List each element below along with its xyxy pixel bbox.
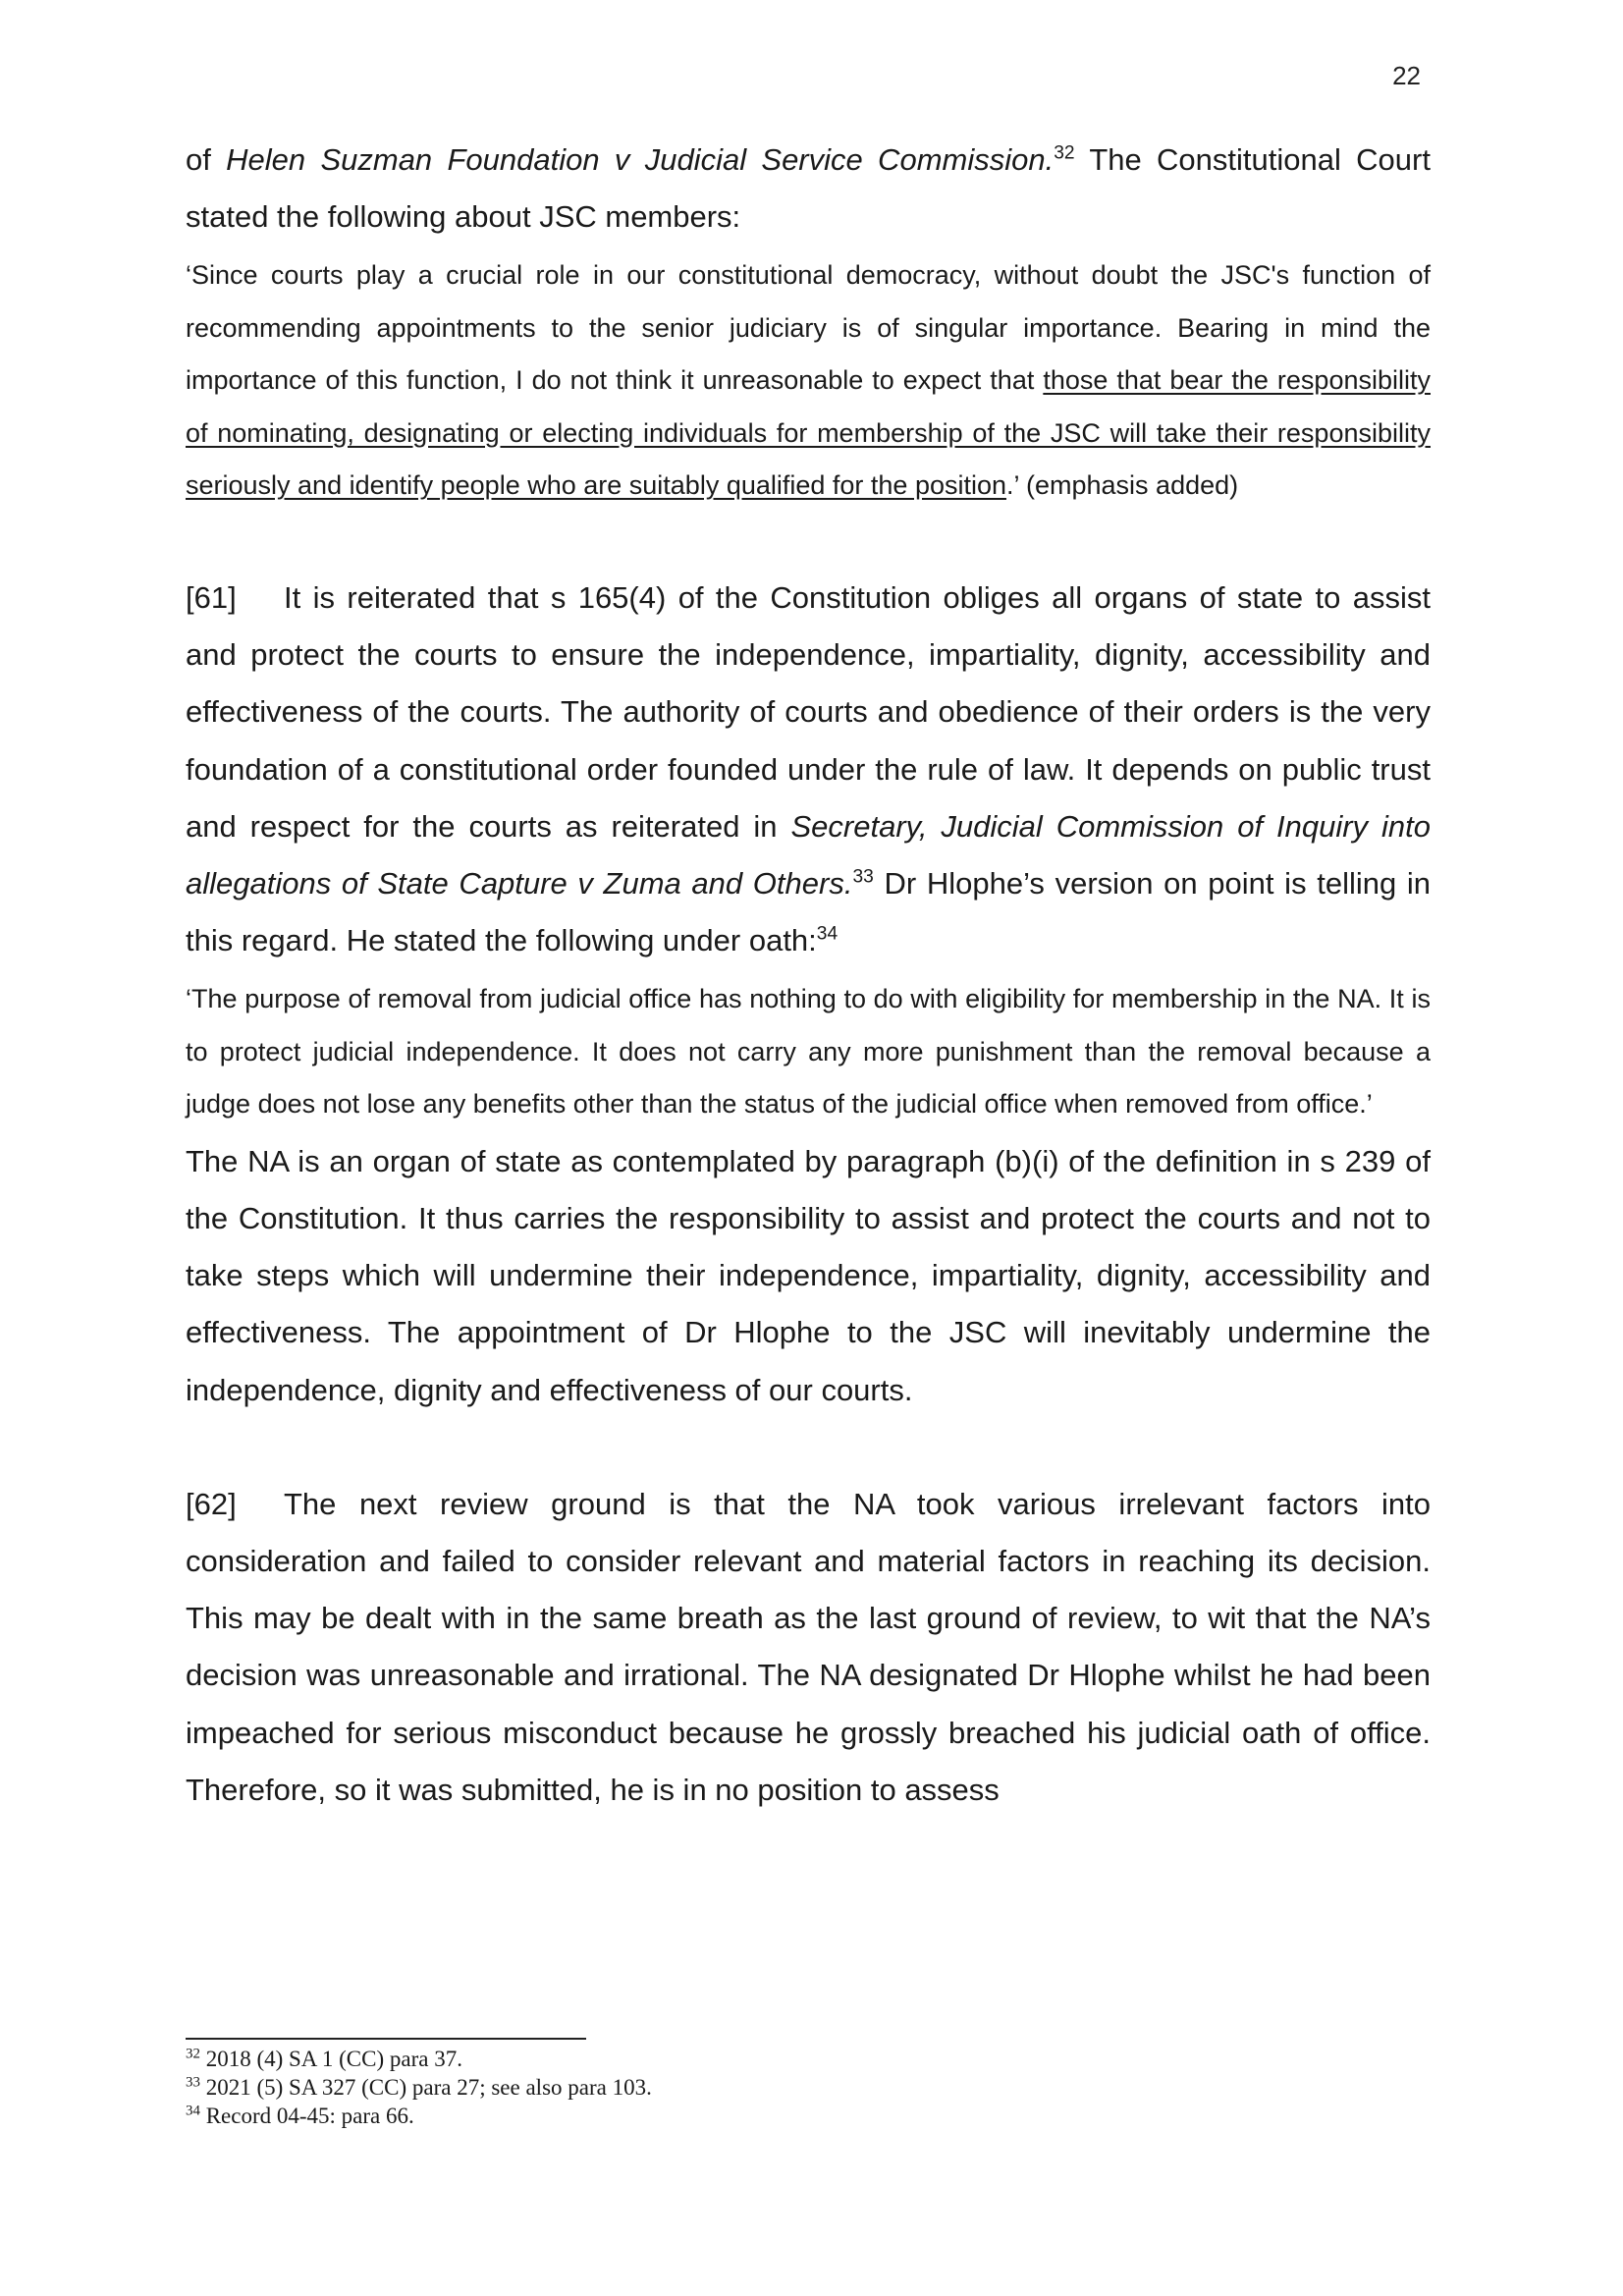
- body-text: [186, 132, 1431, 1819]
- quote-hlophe-oath: ‘The purpose of removal from judicial office has nothing to do with eligibility for membership in the NA. It is to protect judicial independence. It does not carry any more punishment than the removal because a judge does not lose any benefits other than the status of the judicial office when removed from office.’: [186, 984, 1431, 1120]
- footnote-33: [186, 2073, 1167, 2102]
- footnotes: [186, 2045, 1167, 2130]
- intro-pre: of: [186, 142, 227, 177]
- footnote-number: 33: [186, 2074, 200, 2091]
- paragraph-62-text: The next review ground is that the NA took various irrelevant factors into consideration and failed to consider relevant and material factors in reaching its decision. This may be dealt with in the same breath as the last ground of review, to wit that the NA’s decision was unreasonable and irrational. The NA designated Dr Hlophe whilst he had been impeached for serious misconduct because he grossly breached his judicial oath of office. Therefore, so it was submitted, he is in no position to assess: [186, 1486, 1431, 1807]
- footnote-text: 2018 (4) SA 1 (CC) para 37.: [199, 2047, 462, 2071]
- footnote-ref-32: 32: [1054, 142, 1075, 164]
- footnote-34: [186, 2102, 1167, 2130]
- footnote-number: 32: [186, 2046, 200, 2062]
- footnote-separator: [186, 2038, 586, 2040]
- paragraph-61-text-a: It is reiterated that s 165(4) of the Constitution obliges all organs of state to assist and protect the courts to ensure the independence, impartiality, dignity, accessibility and effectiveness of the courts. The authority of courts and obedience of their orders is the very foundation of a constitutional order founded under the rule of law. It depends on public trust and respect for the courts as reiterated in: [186, 579, 1431, 844]
- footnote-text: Record 04-45: para 66.: [199, 2104, 414, 2128]
- paragraph-number-62: [62]: [186, 1486, 237, 1521]
- quote-plain-text: ‘Since courts play a crucial role in our constitutional democracy, without doubt the JSC's function of recommending appointments to the senior judiciary is of singular importance. Bearing in mind the importance of this function, I do not think it unreasonable to expect that: [186, 260, 1431, 396]
- footnote-text: 2021 (5) SA 327 (CC) para 27; see also para 103.: [199, 2075, 652, 2100]
- paragraph-62: [186, 1476, 1431, 1819]
- paragraph-61: [186, 570, 1431, 969]
- case-citation-helen-suzman: Helen Suzman Foundation v Judicial Service Commission.: [226, 142, 1055, 177]
- footnote-ref-33: 33: [852, 866, 874, 888]
- paragraph-61-continued: The NA is an organ of state as contemplated by paragraph (b)(i) of the definition in s 239 of the Constitution. It thus carries the responsibility to assist and protect the courts and not to take steps which will undermine their independence, impartiality, dignity, accessibility and effectiveness. The appointment of Dr Hlophe to the JSC will inevitably undermine the independence, dignity and effectiveness of our courts.: [186, 1143, 1431, 1407]
- paragraph-61-text-b: Dr Hlophe’s version on point is telling in this regard. He stated the following under oath:: [186, 865, 1432, 958]
- paragraph-number-61: [61]: [186, 579, 237, 615]
- case-citation-zuma: Secretary, Judicial Commission of Inquiry into allegations of State Capture v Zuma and Others.: [186, 808, 1431, 901]
- intro-paragraph: [186, 132, 1431, 246]
- footnote-32: [186, 2045, 1167, 2073]
- quote-jsc-members: [186, 249, 1431, 513]
- footnote-ref-34: 34: [816, 923, 839, 945]
- intro-post: The Constitutional Court stated the following about JSC members:: [186, 142, 1431, 235]
- quote-end: .’ (emphasis added): [1006, 470, 1239, 501]
- page-number: 22: [1392, 61, 1421, 90]
- footnote-number: 34: [186, 2103, 200, 2119]
- quote-emphasis-underlined: those that bear the responsibility of nominating, designating or electing individuals for membership of the JSC will take their responsibility seriously and identify people who are suitably qualified for the position: [186, 365, 1431, 501]
